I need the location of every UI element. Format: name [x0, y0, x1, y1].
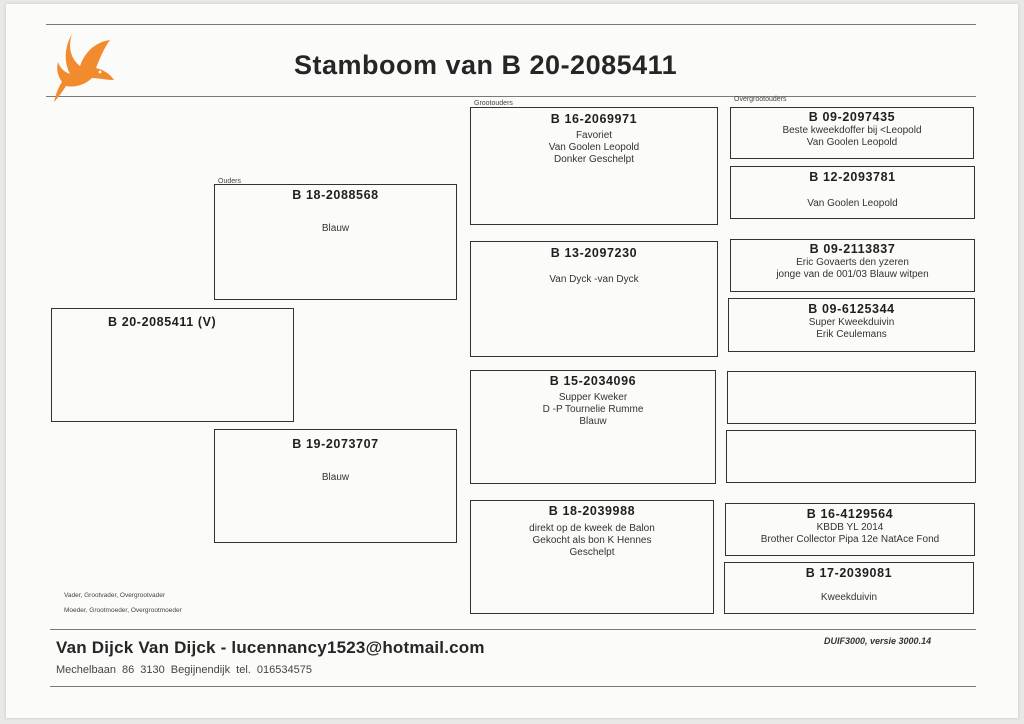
great-grandparent-box: [730, 107, 974, 159]
grandparent-line: Blauw: [579, 416, 607, 427]
father-box: [214, 184, 457, 300]
grandparent-line: D -P Tournelie Rumme: [542, 404, 644, 415]
great-grandparent-box: [724, 562, 974, 614]
mother-line: Blauw: [321, 472, 350, 483]
great-grandparent-ring: B 16-4129564: [806, 507, 894, 521]
great-grandparent-box: [730, 239, 975, 292]
legend-fathers: Vader, Grootvader, Overgrootvader: [64, 592, 166, 599]
great-grandparent-box: [728, 298, 975, 352]
grandparent-ring: B 16-2069971: [550, 112, 638, 126]
grandparent-box: [470, 370, 716, 484]
father-line: Blauw: [321, 223, 350, 234]
pedigree-sheet: [6, 4, 1018, 718]
software-version: DUIF3000, versie 3000.14: [824, 636, 932, 646]
great-grandparent-line: Super Kweekduivin: [808, 317, 895, 328]
great-grandparent-box: [725, 503, 975, 556]
legend-mothers: Moeder, Grootmoeder, Overgrootmoeder: [64, 607, 182, 614]
header-rule: [46, 96, 976, 97]
great-grandparent-ring: B 09-6125344: [808, 302, 895, 316]
great-grandparent-box-empty: [726, 430, 976, 483]
mother-box: [214, 429, 457, 543]
subject-ring: B 20-2085411 (V): [108, 315, 217, 329]
grandparent-box: [470, 241, 718, 357]
grandparent-line: Van Goolen Leopold: [548, 142, 640, 153]
footer-rule: [50, 629, 976, 630]
grandparent-box: [470, 107, 718, 225]
mother-ring: B 19-2073707: [292, 437, 379, 451]
great-grandparent-line: jonge van de 001/03 Blauw witpen: [776, 269, 929, 280]
great-grandparent-ring: B 09-2097435: [808, 110, 896, 124]
bottom-rule: [50, 686, 976, 687]
grandparent-line: direkt op de kweek de Balon: [529, 523, 655, 534]
grandparent-line: Van Dyck -van Dyck: [549, 274, 639, 285]
great-grandparent-line: Eric Govaerts den yzeren: [796, 257, 909, 268]
grandparent-line: Gekocht als bon K Hennes: [532, 535, 652, 546]
owner-contact: Van Dijck Van Dijck - lucennancy1523@hotmail.com: [56, 638, 485, 657]
dove-icon: [50, 32, 118, 104]
great-grandparent-line: Kweekduivin: [820, 592, 878, 603]
grandparent-line: Geschelpt: [569, 547, 615, 558]
father-ring: B 18-2088568: [292, 188, 379, 202]
great-grandparent-ring: B 09-2113837: [809, 242, 896, 256]
great-grandparent-line: Brother Collector Pipa 12e NatAce Fond: [760, 534, 940, 545]
grandparent-ring: B 13-2097230: [550, 246, 638, 260]
label-grootouders: Grootouders: [474, 100, 513, 107]
grandparent-box: [470, 500, 714, 614]
page-title: Stamboom van B 20-2085411: [294, 50, 678, 80]
label-overgrootouders: Overgrootouders: [734, 96, 787, 103]
label-ouders: Ouders: [218, 178, 241, 185]
subject-box: [51, 308, 294, 422]
great-grandparent-line: Erik Ceulemans: [816, 329, 887, 340]
great-grandparent-ring: B 12-2093781: [809, 170, 896, 184]
owner-address: Mechelbaan 86 3130 Begijnendijk tel. 016534575: [56, 664, 312, 676]
great-grandparent-line: Beste kweekdoffer bij <Leopold: [782, 125, 922, 136]
great-grandparent-line: Van Goolen Leopold: [807, 198, 898, 209]
great-grandparent-line: KBDB YL 2014: [816, 522, 884, 533]
grandparent-line: Donker Geschelpt: [553, 154, 635, 165]
grandparent-line: Favoriet: [575, 130, 613, 141]
top-rule: [46, 24, 976, 25]
great-grandparent-line: Van Goolen Leopold: [806, 137, 898, 148]
grandparent-ring: B 18-2039988: [548, 504, 636, 518]
great-grandparent-ring: B 17-2039081: [805, 566, 893, 580]
grandparent-line: Supper Kweker: [558, 392, 628, 403]
great-grandparent-box-empty: [727, 371, 976, 424]
great-grandparent-box: [730, 166, 975, 219]
grandparent-ring: B 15-2034096: [549, 374, 637, 388]
